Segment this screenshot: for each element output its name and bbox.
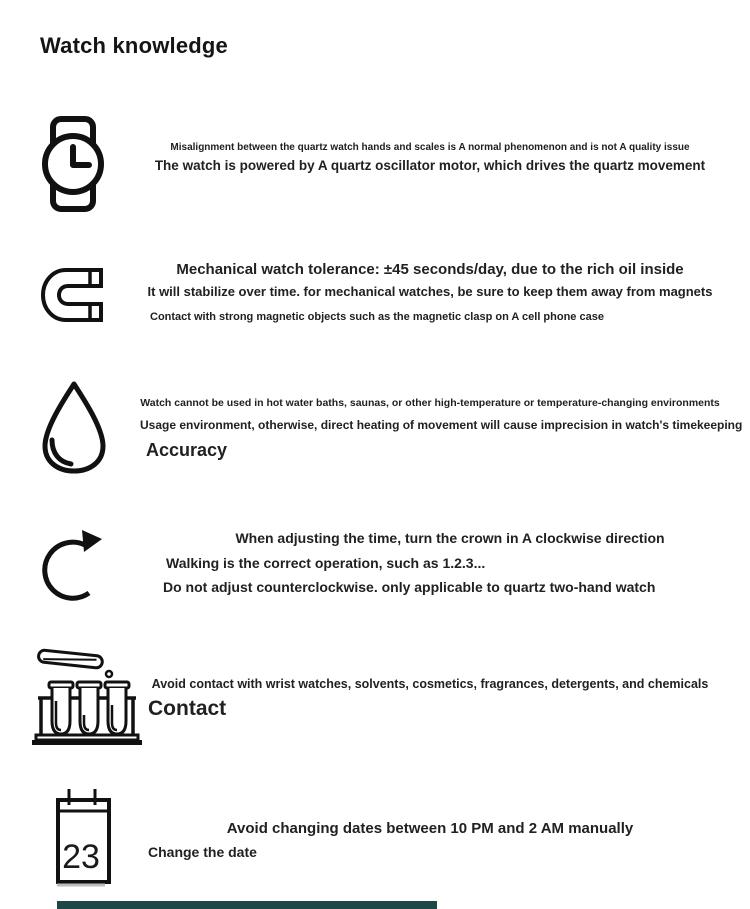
chemicals-icon [30, 643, 144, 747]
page-title: Watch knowledge [40, 33, 228, 58]
accuracy-heading: Accuracy [146, 440, 228, 460]
adjustment-main-line: When adjusting the time, turn the crown in A clockwise direction [235, 530, 665, 546]
date-sub-line: Change the date [148, 844, 257, 860]
adjustment-warning-line: Do not adjust counterclockwise. only applicable to quartz two-hand watch [163, 579, 656, 595]
watch-icon [40, 116, 106, 212]
accuracy-note-line: Watch cannot be used in hot water baths, saunas, or other high-temperature or temperature-changing environments [140, 397, 720, 409]
movement-main-line: The watch is powered by A quartz oscillator motor, which drives the quartz movement [154, 158, 706, 173]
movement-note-line: Misalignment between the quartz watch hands and scales is A normal phenomenon and is not A quality issue [170, 142, 690, 153]
magnetism-note-line: Contact with strong magnetic objects such as the magnetic clasp on A cell phone case [150, 311, 604, 323]
calendar-day-number: 23 [62, 838, 100, 876]
clockwise-arrow-icon [42, 525, 108, 603]
water-drop-icon [40, 379, 108, 475]
calendar-icon [55, 787, 113, 887]
date-main-line: Avoid changing dates between 10 PM and 2 AM manually [226, 820, 634, 837]
contact-heading: Contact [148, 697, 227, 720]
bottom-banner-strip [57, 901, 437, 909]
accuracy-sub-line: Usage environment, otherwise, direct heating of movement will cause imprecision in watch's timekeeping [140, 418, 743, 432]
magnetism-sub-line: It will stabilize over time. for mechanical watches, be sure to keep them away from magnets [147, 284, 713, 299]
adjustment-sub-line: Walking is the correct operation, such as 1.2.3... [166, 555, 486, 571]
magnet-icon [40, 267, 104, 323]
contact-main-line: Avoid contact with wrist watches, solvents, cosmetics, fragrances, detergents, and chemicals [151, 677, 709, 691]
magnetism-main-line: Mechanical watch tolerance: ±45 seconds/day, due to the rich oil inside [176, 261, 684, 278]
